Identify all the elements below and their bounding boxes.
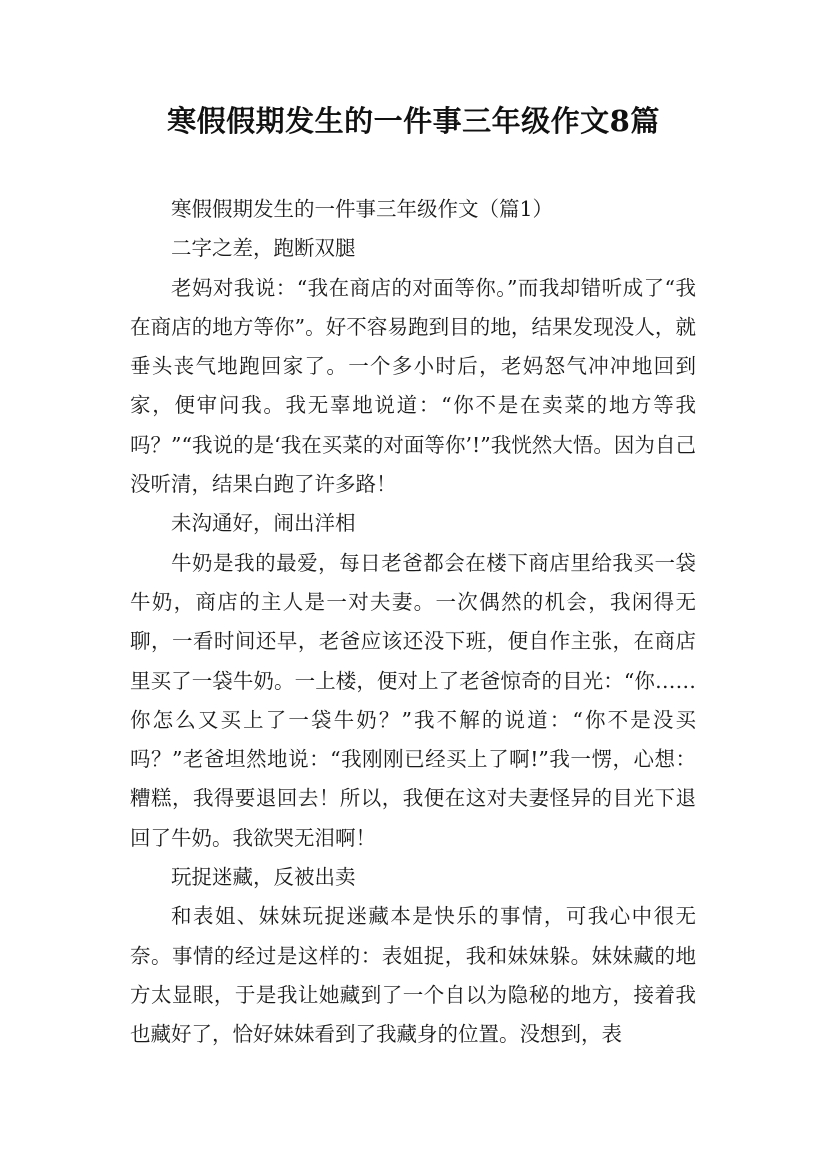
- story-subheading: 未沟通好，闹出洋相: [171, 511, 356, 536]
- section-heading: 寒假假期发生的一件事三年级作文（篇1）: [171, 197, 554, 221]
- document-body: [130, 190, 696, 1055]
- story-subheading: 玩捉迷藏，反被出卖: [171, 865, 356, 890]
- document-title: 寒假假期发生的一件事三年级作文8篇: [167, 104, 660, 138]
- story-paragraph: 老妈对我说：“我在商店的对面等你。”而我却错听成了“我在商店的地方等你”。好不容易跑到目的地，结果发现没人，就垂头丧气地跑回家了。一个多小时后，老妈怒气冲冲地回到家，便审问我。我无辜地说道：“你不是在卖菜的地方等我吗？”“我说的是‘我在买菜的对面等你’!”我恍然大悟。因为自己没听清，结果白跑了许多路！: [130, 275, 696, 497]
- story-paragraph: 和表姐、妹妹玩捉迷藏本是快乐的事情，可我心中很无奈。事情的经过是这样的：表姐捉，我和妹妹躲。妹妹藏的地方太显眼，于是我让她藏到了一个自以为隐秘的地方，接着我也藏好了，恰好妹妹看到了我藏身的位置。没想到，表: [130, 904, 696, 1047]
- story-subheading: 二字之差，跑断双腿: [171, 236, 356, 261]
- story-paragraph: 牛奶是我的最爱，每日老爸都会在楼下商店里给我买一袋牛奶，商店的主人是一对夫妻。一次偶然的机会，我闲得无聊，一看时间还早，老爸应该还没下班，便自作主张，在商店里买了一袋牛奶。一上楼，便对上了老爸惊奇的目光：“你……你怎么又买上了一袋牛奶？”我不解的说道：“你不是没买吗？”老爸坦然地说：“我刚刚已经买上了啊!”我一愣，心想：糟糕，我得要退回去！所以，我便在这对夫妻怪异的目光下退回了牛奶。我欲哭无泪啊！: [130, 550, 696, 850]
